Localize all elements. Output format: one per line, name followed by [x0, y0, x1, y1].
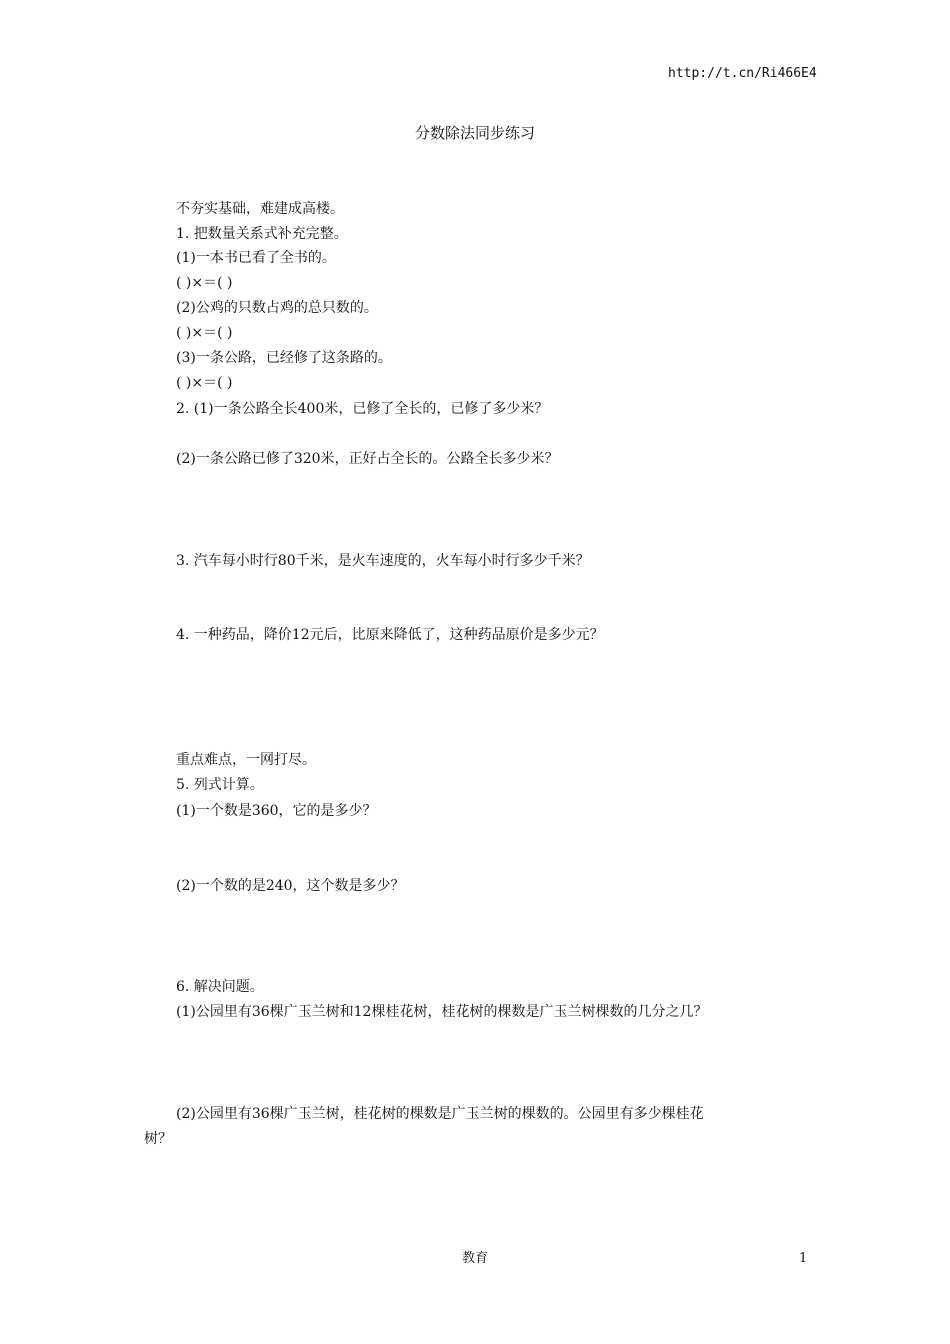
question-6-part-2: (2)公园里有36棵广玉兰树，桂花树的棵数是广玉兰树的棵数的。公园里有多少棵桂花 [176, 1106, 704, 1122]
question-2-part-1: 2. (1)一条公路全长400米，已修了全长的，已修了多少米？ [176, 401, 549, 417]
section-heading-key-points: 重点难点，一网打尽。 [176, 752, 316, 768]
question-1-part-2: (2)公鸡的只数占鸡的总只数的。 [176, 300, 378, 316]
question-4: 4. 一种药品，降价12元后，比原来降低了，这种药品原价是多少元？ [176, 627, 604, 643]
question-1-part-3: (3)一条公路，已经修了这条路的。 [176, 350, 392, 366]
question-1-part-1-blank: ( )×＝( ) [176, 275, 233, 291]
question-1-part-1: (1)一本书已看了全书的。 [176, 250, 336, 266]
question-1-part-3-blank: ( )×＝( ) [176, 375, 233, 391]
header-url: http://t.cn/Ri466E4 [668, 66, 817, 81]
question-5-part-1: (1)一个数是360，它的是多少？ [176, 803, 377, 819]
question-5-part-2: (2)一个数的是240，这个数是多少？ [176, 878, 405, 894]
question-5: 5. 列式计算。 [176, 777, 264, 793]
question-3: 3. 汽车每小时行80千米，是火车速度的，火车每小时行多少千米？ [176, 553, 590, 569]
page-number: 1 [799, 1251, 808, 1266]
document-title: 分数除法同步练习 [414, 124, 535, 142]
question-6: 6. 解决问题。 [176, 979, 264, 995]
question-1-part-2-blank: ( )×＝( ) [176, 325, 233, 341]
section-heading-basics: 不夯实基础，难建成高楼。 [176, 201, 344, 217]
question-6-part-1: (1)公园里有36棵广玉兰树和12棵桂花树，桂花树的棵数是广玉兰树棵数的几分之几？ [176, 1004, 708, 1020]
question-2-part-2: (2)一条公路已修了320米，正好占全长的。公路全长多少米？ [176, 451, 559, 467]
footer-label: 教育 [461, 1251, 488, 1266]
question-6-part-2-continued: 树？ [144, 1131, 172, 1147]
question-1: 1. 把数量关系式补充完整。 [176, 226, 348, 242]
